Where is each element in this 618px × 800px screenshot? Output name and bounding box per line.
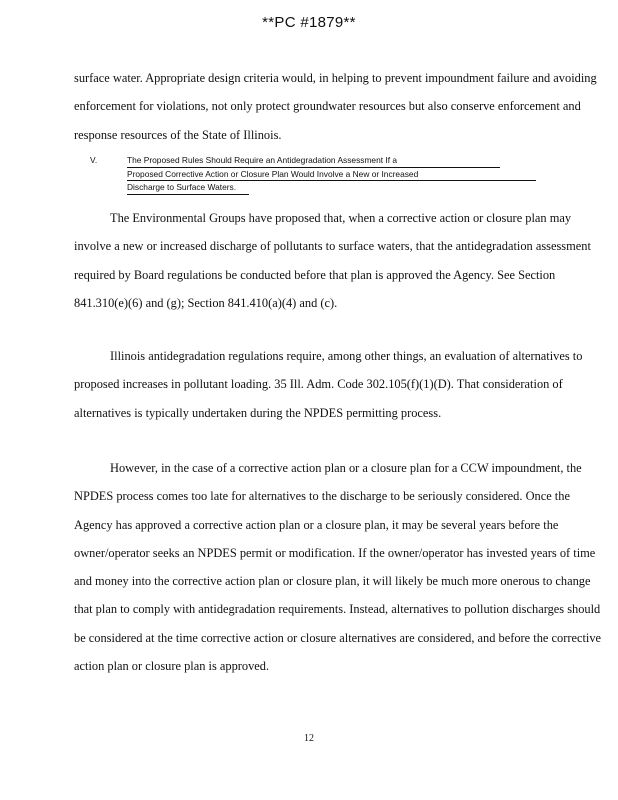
section-heading-line-2: Proposed Corrective Action or Closure Plan Would Involve a New or Increased	[127, 168, 536, 182]
section-heading-line-3: Discharge to Surface Waters.	[127, 181, 249, 195]
section-number: V.	[90, 155, 98, 165]
paragraph-1: surface water. Appropriate design criteria would, in helping to prevent impoundment failure and avoiding enforcement for violations, not only protect groundwater resources but also conserve enforcement and response resources of the State of Illinois.	[74, 71, 597, 142]
paragraph-4: However, in the case of a corrective action plan or a closure plan for a CCW impoundment, the NPDES process comes too late for alternatives to the discharge to be seriously considered. Once the Agency has approved a corrective action plan or a closure plan, it may be several years before the owner/operator seeks an NPDES permit or modification. If the owner/operator has invested years of time and money into the corrective action plan or closure plan, it will likely be much more onerous to change that plan to comply with antidegradation requirements. Instead, alternatives to pollution discharges should be considered at the time corrective action or closure alternatives are considered, and before the corrective action plan or closure plan is approved.	[74, 461, 602, 674]
paragraph-2: The Environmental Groups have proposed that, when a corrective action or closure plan may involve a new or increased discharge of pollutants to surface waters, that the antidegradation assessment required by Board regulations be conducted before that plan is approved the Agency. See Section 841.310(e)(6) and (g); Section 841.410(a)(4) and (c).	[74, 211, 591, 310]
paragraph-3: Illinois antidegradation regulations require, among other things, an evaluation of alternatives to proposed increases in pollutant loading. 35 Ill. Adm. Code 302.105(f)(1)(D). That consideration of alternatives is typically undertaken during the NPDES permitting process.	[74, 349, 583, 420]
page-number: 12	[304, 733, 314, 744]
section-heading-line-1: The Proposed Rules Should Require an Antidegradation Assessment If a	[127, 154, 500, 168]
page-header: **PC #1879**	[262, 14, 356, 31]
